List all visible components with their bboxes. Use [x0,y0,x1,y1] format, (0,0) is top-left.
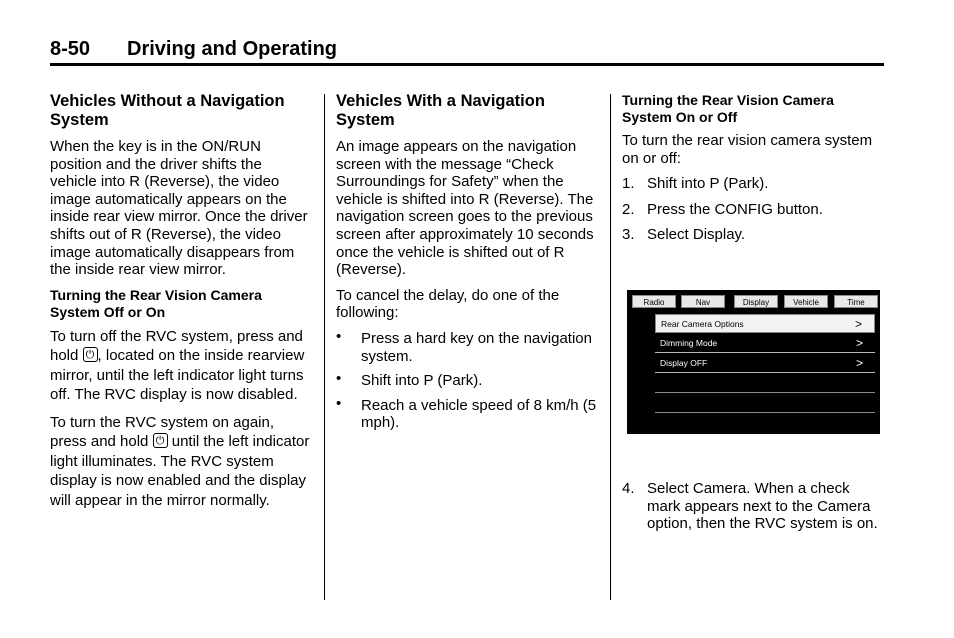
bullet-icon: • [336,394,342,412]
menu-row-empty [655,374,875,393]
page-number: 8-50 [50,38,91,60]
list-item [336,394,598,432]
step-text: Shift into P (Park). [647,175,769,193]
page-header [50,38,884,66]
screen-tab-nav: Nav [681,295,725,308]
list-item-text: Reach a vehicle speed of 8 km/h (5 mph). [361,396,597,432]
chevron-right-icon: > [854,317,862,331]
step-list [622,480,884,533]
list-item [622,175,884,193]
step-number: 2. [622,200,635,218]
list-item-text: Shift into P (Park). [361,372,483,390]
screen-tab-display: Display [734,295,778,308]
chapter-title: Driving and Operating [127,38,338,60]
list-item [336,372,598,390]
list-item-text: Press a hard key on the navigation system. [361,329,592,365]
menu-row-display-off [655,354,875,373]
subsection-heading: Turning the Rear Vision Camera System On or Off [622,92,834,125]
list-item [336,327,598,365]
column-middle [336,92,598,439]
step-number: 4. [622,480,635,497]
paragraph: To turn the rear vision camera system on or off: [622,132,873,167]
text: , located on the inside rearview mirror, until the left indicator light turns off. The RVC display is now disabled. [50,347,305,404]
step-number: 3. [622,226,635,244]
menu-row-rear-camera-options [655,314,875,333]
paragraph: An image appears on the navigation screen with the message “Check Surroundings for Safety” when the vehicle is shifted into R (Reverse). The navigation screen goes to the previous screen after approximately 10 seconds once the vehicle is shifted out of R (Reverse). [336,138,594,279]
column-divider [610,94,611,600]
screen-tab-vehicle: Vehicle [784,295,828,308]
screen-tab-radio: Radio [632,295,676,308]
menu-row-label: Display OFF [660,358,708,368]
column-right-continued [622,480,884,540]
menu-row-empty [655,394,875,413]
power-button-icon: ⏻ [153,433,168,448]
step-list [622,175,884,244]
bullet-list [336,327,598,432]
bullet-icon: • [336,370,342,388]
text: To turn the RVC system on again, press and hold [50,413,275,451]
paragraph [50,413,312,511]
nav-screen-image [627,290,880,434]
section-heading: Vehicles With a Navigation System [336,92,545,129]
text: until the left indicator light illuminates. The RVC system display is now enabled and the display will appear in the mirror normally. [50,433,310,509]
section-heading: Vehicles Without a Navigation System [50,92,285,129]
step-text: Press the CONFIG button. [647,200,823,218]
screen-tab-bar [632,295,878,309]
paragraph [50,327,312,405]
screen-tab-time: Time [834,295,878,308]
text: To turn off the RVC system, press and hold [50,327,303,365]
paragraph: When the key is in the ON/RUN position and the driver shifts the vehicle into R (Reverse), the video image automatically appears on the inside rear view mirror. Once the driver shifts out of R (Reverse), the video image automatically disappears from the inside rear view mirror. [50,138,308,279]
step-text: Select Display. [647,226,746,244]
column-right [622,92,884,251]
step-text: Select Camera. When a check mark appears next to the Camera option, then the RVC system is on. [647,480,878,533]
menu-row-dimming-mode [655,334,875,353]
chevron-right-icon: > [855,336,863,350]
bullet-icon: • [336,327,342,345]
list-item [622,480,884,533]
paragraph: To cancel the delay, do one of the following: [336,286,560,322]
list-item [622,201,884,219]
list-item [622,226,884,244]
menu-row-label: Dimming Mode [660,338,718,348]
menu-row-label: Rear Camera Options [661,319,744,329]
subsection-heading: Turning the Rear Vision Camera System Off or On [50,286,262,320]
chevron-right-icon: > [855,356,863,370]
step-number: 1. [622,175,635,193]
column-divider [324,94,325,600]
column-left [50,92,312,518]
power-button-icon: ⏻ [83,347,98,362]
header-rule [50,63,884,66]
